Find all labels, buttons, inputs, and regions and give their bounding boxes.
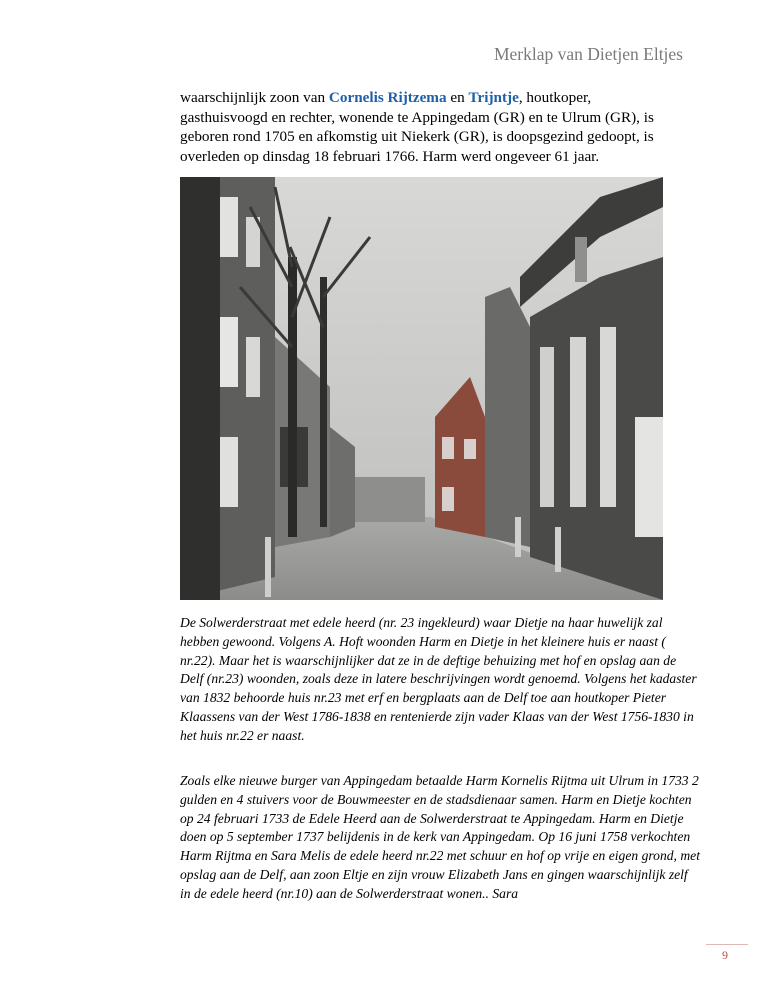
running-header: Merklap van Dietjen Eltjes	[493, 44, 683, 64]
link-trijntje[interactable]: Trijntje	[468, 89, 519, 106]
page-number: 9	[722, 948, 728, 962]
footer-rule	[706, 944, 748, 945]
intro-text-start: waarschijnlijk zoon van	[180, 89, 329, 106]
intro-text-end: , houtkoper, gasthuisvoogd en rechter, wonende te Appingedam (GR) en te Ulrum (GR), is geboren rond 1705 en afkomstig uit Niekerk (GR), is doopsgezind gedoopt, is overleden op dinsdag 18 februari 1766. Harm werd ongeveer 61 jaar.	[180, 89, 654, 165]
street-photo	[180, 177, 663, 600]
photo-caption: De Solwerderstraat met edele heerd (nr. 23 ingekleurd) waar Dietje na haar huwelijk zal hebben gewoond. Volgens A. Hoft woonden Harm en Dietje in het kleinere huis er naast ( nr.22). Maar het is waarschijnlijker dat ze in de deftige behuizing met hof en opslag aan de Delf (nr.23) woonden, zoals deze in latere beschrijvingen wordt genoemd. Volgens het kadaster van 1832 behoorde huis nr.23 met erf en bergplaats aan de Delf toe aan houtkoper Pieter Klaassens van der West 1786-1838 en rentenierde zijn vader Klaas van der West 1756-1830 in het huis nr.22 er naast.	[180, 615, 697, 743]
intro-text-between: en	[446, 89, 469, 106]
link-cornelis-rijtzema[interactable]: Cornelis Rijtzema	[328, 89, 447, 106]
body-paragraph: Zoals elke nieuwe burger van Appingedam betaalde Harm Kornelis Rijtma uit Ulrum in 1733 2 gulden en 4 stuivers voor de Bouwmeester en de stadsdienaar samen. Harm en Dietje kochten op 24 februari 1733 de Edele Heerd aan de Solwerderstraat te Appingedam. Harm en Dietje doen op 5 september 1737 belijdenis in de kerk van Appingedam. Op 16 juni 1758 verkochten Harm Rijtma en Sara Melis de edele heerd nr.22 met schuur en hof op vrije en eigen grond, met opslag aan de Delf, aan zoon Eltje en zijn vrouw Elizabeth Jans en gingen waarschijnlijk zelf in de edele heerd (nr.10) aan de Solwerderstraat wonen.. Sara	[180, 773, 700, 901]
intro-paragraph	[180, 88, 660, 166]
